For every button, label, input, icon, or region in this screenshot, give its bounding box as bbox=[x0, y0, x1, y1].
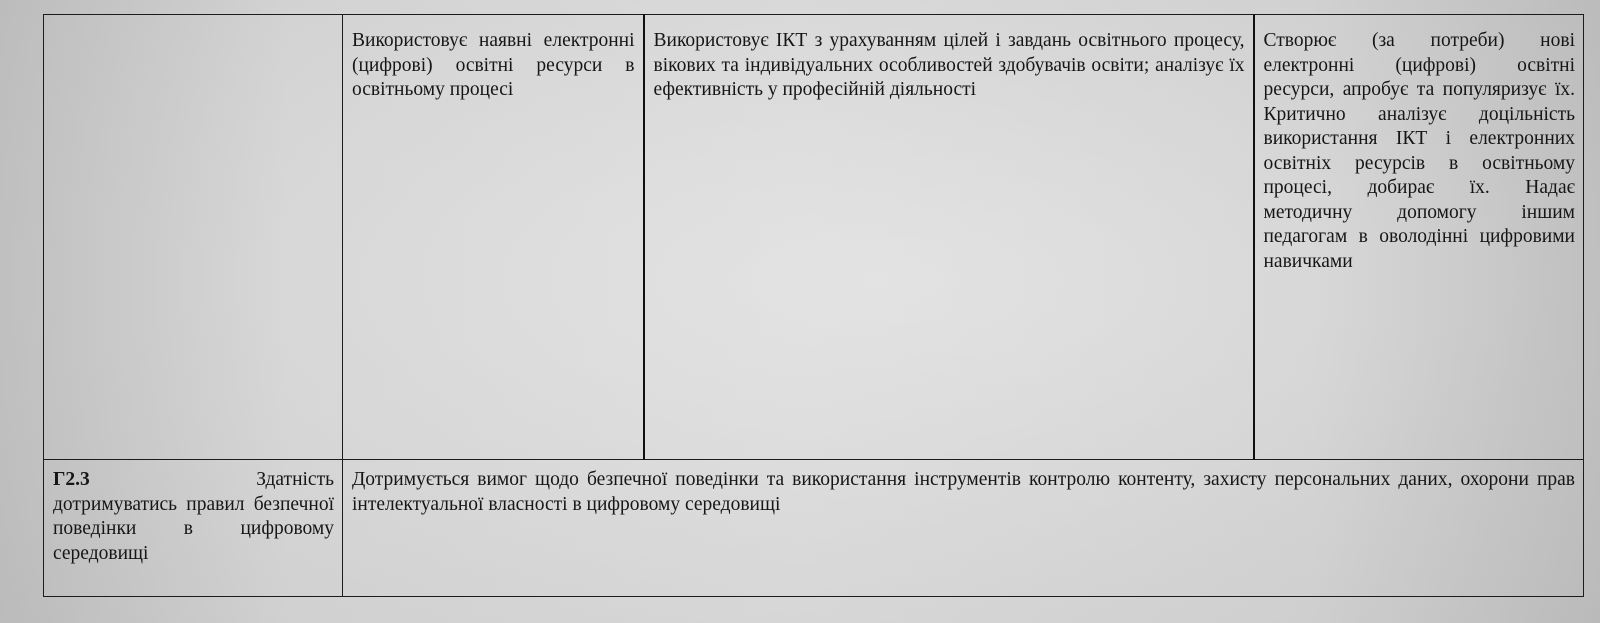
level-intermediate-cell: Використовує ІКТ з урахуванням цілей і завдань освітнього процесу, вікових та індивідуальних особливостей здобувачів освіти; аналізує їх ефективність у професійній діяльності bbox=[644, 15, 1254, 460]
competency-title: дотримуватись правил безпечної поведінки в цифровому середовищі bbox=[53, 493, 334, 564]
competency-description-cell: Дотримується вимог щодо безпечної поведінки та використання інструментів контролю контенту, захисту персональних даних, охорони прав інтелектуальної власності в цифровому середовищі bbox=[343, 460, 1584, 597]
level-advanced-cell: Створює (за потреби) нові електронні (цифрові) освітні ресурси, апробує та популяризує їх. Критично аналізує доцільність використання ІКТ і електронних освітніх ресурсів в освітньому процесі, добирає їх. Надає методичну допомогу іншим педагогам в оволодінні цифровими навичками bbox=[1254, 15, 1584, 460]
level-basic-cell: Використовує наявні електронні (цифрові) освітні ресурси в освітньому процесі bbox=[343, 15, 644, 460]
competency-code: Г2.3 bbox=[53, 469, 90, 490]
competency-heading bbox=[53, 468, 334, 493]
table-row bbox=[44, 15, 1584, 460]
competency-head-word: Здатність bbox=[256, 469, 334, 490]
empty-cell bbox=[44, 15, 343, 460]
competency-table bbox=[43, 14, 1584, 597]
table-row bbox=[44, 460, 1584, 597]
competency-name-cell bbox=[44, 460, 343, 597]
